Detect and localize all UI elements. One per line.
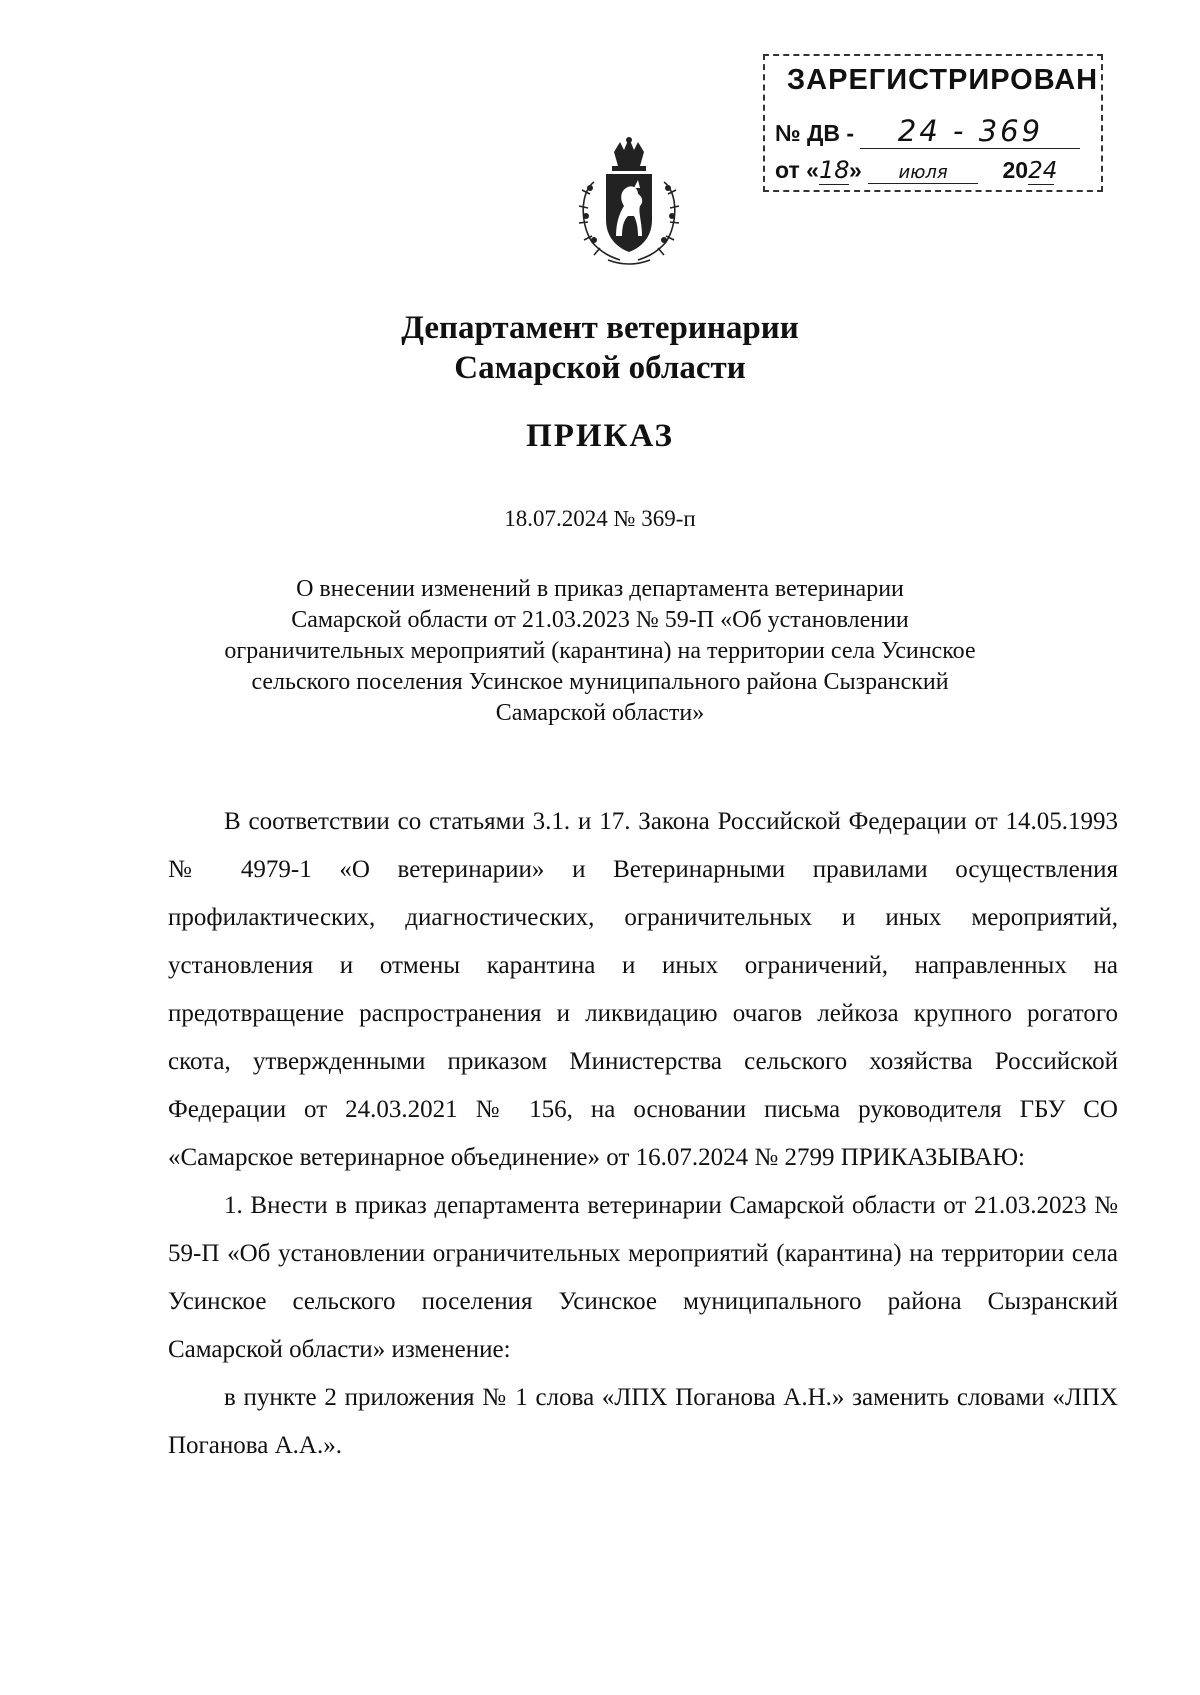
stamp-day-close: »: [848, 157, 862, 183]
body-paragraph-3: в пункте 2 приложения № 1 слова «ЛПХ Поганова А.Н.» заменить словами «ЛПХ Поганова А.А.».: [168, 1384, 1118, 1459]
subject-line-4: сельского поселения Усинское муниципального района Сызранский: [251, 669, 949, 695]
document-type: ПРИКАЗ: [526, 418, 674, 454]
stamp-title: ЗАРЕГИСТРИРОВАН: [787, 64, 1099, 96]
body-paragraph-2: 1. Внести в приказ департамента ветеринарии Самарской области от 21.03.2023 № 59-П «Об установлении ограничительных мероприятий (карантина) на территории села Усинское сельского поселения Усинское муниципального района Сызранский Самарской области» изменение:: [168, 1192, 1118, 1363]
body-paragraph-1: В соответствии со статьями 3.1. и 17. Закона Российской Федерации от 14.05.1993 № 4979-1 «О ветеринарии» и Ветеринарными правилами осуществления профилактических, диагностических, ограничительных и иных мероприятий, установления и отмены карантина и иных ограничений, направленных на предотвращение распространения и ликвидацию очагов лейкоза крупного рогатого скота, утвержденными приказом Министерства сельского хозяйства Российской Федерации от 24.03.2021 № 156, на основании письма руководителя ГБУ СО «Самарское ветеринарное объединение» от 16.07.2024 № 2799 ПРИКАЗЫВАЮ:: [168, 808, 1118, 1171]
coat-of-arms-icon: [572, 132, 686, 266]
stamp-day: 18: [818, 156, 850, 184]
organization-name: [0, 308, 1200, 388]
document-subject: [0, 574, 1200, 729]
registration-stamp: [763, 54, 1103, 192]
stamp-number-row: [775, 114, 1080, 149]
stamp-year-prefix: 20: [1002, 157, 1029, 183]
stamp-number-label: № ДВ -: [775, 120, 855, 146]
document-number: 18.07.2024 № 369-п: [504, 506, 696, 531]
stamp-year-suffix: 24: [1028, 158, 1058, 184]
organization-line-2: Самарской области: [454, 350, 746, 386]
stamp-month: июля: [868, 162, 978, 184]
subject-line-1: О внесении изменений в приказ департамента ветеринарии: [296, 576, 904, 602]
subject-line-2: Самарской области от 21.03.2023 № 59-П «Об установлении: [291, 607, 909, 633]
stamp-date-row: [775, 156, 1058, 185]
organization-line-1: Департамент ветеринарии: [401, 310, 799, 346]
stamp-date-label: от «: [775, 157, 819, 183]
subject-line-3: ограничительных мероприятий (карантина) на территории села Усинское: [224, 638, 976, 664]
subject-line-5: Самарской области»: [495, 700, 705, 726]
document-body: [168, 798, 1118, 1470]
stamp-number-value: 24 - 369: [860, 114, 1080, 149]
